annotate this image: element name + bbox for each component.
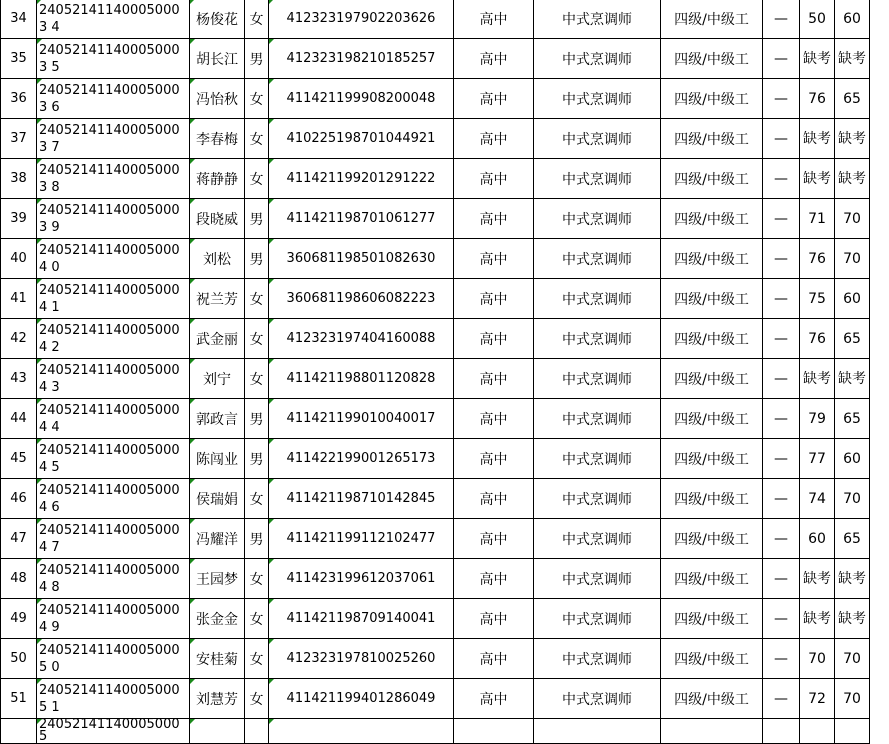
theory-score-cell[interactable]: 76	[800, 239, 835, 279]
level-cell[interactable]: 四级/中级工	[661, 359, 763, 399]
exam-id-cell[interactable]: 240521411400050004 0	[37, 239, 190, 279]
level-cell[interactable]: 四级/中级工	[661, 599, 763, 639]
row-number-cell[interactable]: 49	[1, 599, 37, 639]
row-number-cell[interactable]	[1, 719, 37, 744]
practical-score-cell[interactable]: 65	[835, 519, 870, 559]
sex-cell[interactable]: 男	[245, 519, 269, 559]
occupation-cell[interactable]	[534, 719, 661, 744]
education-cell[interactable]: 高中	[454, 39, 534, 79]
id-card-cell[interactable]: 411421199010040017	[269, 399, 454, 439]
id-card-cell[interactable]: 412323197404160088	[269, 319, 454, 359]
education-cell[interactable]: 高中	[454, 0, 534, 39]
name-cell[interactable]: 刘慧芳	[190, 679, 245, 719]
dash-cell[interactable]: —	[763, 279, 800, 319]
id-card-cell[interactable]: 411422199001265173	[269, 439, 454, 479]
education-cell[interactable]	[454, 719, 534, 744]
dash-cell[interactable]: —	[763, 119, 800, 159]
table-row	[1, 679, 870, 719]
theory-score-cell[interactable]: 79	[800, 399, 835, 439]
occupation-cell[interactable]: 中式烹调师	[534, 319, 661, 359]
name-cell[interactable]	[190, 719, 245, 744]
education-cell[interactable]: 高中	[454, 239, 534, 279]
practical-score-cell[interactable]: 65	[835, 319, 870, 359]
occupation-cell[interactable]: 中式烹调师	[534, 239, 661, 279]
row-number-cell[interactable]: 47	[1, 519, 37, 559]
exam-id-cell[interactable]: 240521411400050004 7	[37, 519, 190, 559]
exam-id-cell[interactable]: 240521411400050005	[37, 719, 190, 744]
theory-score-cell[interactable]: 76	[800, 319, 835, 359]
theory-score-cell[interactable]: 70	[800, 639, 835, 679]
row-number-cell[interactable]: 43	[1, 359, 37, 399]
table-row	[1, 119, 870, 159]
id-card-cell[interactable]: 412323197902203626	[269, 0, 454, 39]
level-cell[interactable]: 四级/中级工	[661, 199, 763, 239]
row-number-cell[interactable]: 38	[1, 159, 37, 199]
theory-score-cell[interactable]: 71	[800, 199, 835, 239]
name-cell[interactable]: 冯怡秋	[190, 79, 245, 119]
dash-cell[interactable]: —	[763, 559, 800, 599]
sex-cell[interactable]: 女	[245, 0, 269, 39]
practical-score-cell[interactable]: 缺考	[835, 159, 870, 199]
occupation-cell[interactable]: 中式烹调师	[534, 279, 661, 319]
row-number-cell[interactable]: 36	[1, 79, 37, 119]
education-cell[interactable]: 高中	[454, 319, 534, 359]
level-cell[interactable]: 四级/中级工	[661, 399, 763, 439]
sex-cell[interactable]: 男	[245, 439, 269, 479]
occupation-cell[interactable]: 中式烹调师	[534, 199, 661, 239]
level-cell[interactable]: 四级/中级工	[661, 0, 763, 39]
occupation-cell[interactable]: 中式烹调师	[534, 639, 661, 679]
dash-cell[interactable]: —	[763, 79, 800, 119]
dash-cell[interactable]: —	[763, 399, 800, 439]
education-cell[interactable]: 高中	[454, 439, 534, 479]
theory-score-cell[interactable]: 74	[800, 479, 835, 519]
practical-score-cell[interactable]: 60	[835, 0, 870, 39]
theory-score-cell[interactable]: 缺考	[800, 599, 835, 639]
occupation-cell[interactable]: 中式烹调师	[534, 359, 661, 399]
dash-cell[interactable]: —	[763, 199, 800, 239]
row-number-cell[interactable]: 35	[1, 39, 37, 79]
row-number-cell[interactable]: 51	[1, 679, 37, 719]
education-cell[interactable]: 高中	[454, 559, 534, 599]
practical-score-cell[interactable]: 70	[835, 679, 870, 719]
dash-cell[interactable]: —	[763, 439, 800, 479]
exam-id-cell[interactable]: 240521411400050004 3	[37, 359, 190, 399]
sex-cell[interactable]: 女	[245, 359, 269, 399]
dash-cell[interactable]: —	[763, 639, 800, 679]
occupation-cell[interactable]: 中式烹调师	[534, 519, 661, 559]
education-cell[interactable]: 高中	[454, 359, 534, 399]
occupation-cell[interactable]: 中式烹调师	[534, 479, 661, 519]
practical-score-cell[interactable]: 缺考	[835, 119, 870, 159]
practical-score-cell[interactable]: 缺考	[835, 39, 870, 79]
row-number-cell[interactable]: 44	[1, 399, 37, 439]
id-card-cell[interactable]: 411421199112102477	[269, 519, 454, 559]
practical-score-cell[interactable]: 60	[835, 439, 870, 479]
education-cell[interactable]: 高中	[454, 679, 534, 719]
level-cell[interactable]: 四级/中级工	[661, 639, 763, 679]
exam-id-cell[interactable]: 240521411400050003 6	[37, 79, 190, 119]
level-cell[interactable]: 四级/中级工	[661, 279, 763, 319]
level-cell[interactable]: 四级/中级工	[661, 679, 763, 719]
education-cell[interactable]: 高中	[454, 599, 534, 639]
practical-score-cell[interactable]: 70	[835, 239, 870, 279]
exam-id-cell[interactable]: 240521411400050004 8	[37, 559, 190, 599]
name-cell[interactable]: 冯耀洋	[190, 519, 245, 559]
sex-cell[interactable]: 女	[245, 119, 269, 159]
table-row	[1, 519, 870, 559]
id-card-cell[interactable]: 411421199908200048	[269, 79, 454, 119]
name-cell[interactable]: 张金金	[190, 599, 245, 639]
education-cell[interactable]: 高中	[454, 159, 534, 199]
name-cell[interactable]: 李春梅	[190, 119, 245, 159]
sex-cell[interactable]: 男	[245, 199, 269, 239]
sex-cell[interactable]: 女	[245, 279, 269, 319]
dash-cell[interactable]	[763, 719, 800, 744]
occupation-cell[interactable]: 中式烹调师	[534, 79, 661, 119]
dash-cell[interactable]: —	[763, 319, 800, 359]
education-cell[interactable]: 高中	[454, 519, 534, 559]
education-cell[interactable]: 高中	[454, 199, 534, 239]
table-row	[1, 559, 870, 599]
education-cell[interactable]: 高中	[454, 399, 534, 439]
row-number-cell[interactable]: 42	[1, 319, 37, 359]
id-card-cell[interactable]: 411421198709140041	[269, 599, 454, 639]
row-number-cell[interactable]: 34	[1, 0, 37, 39]
theory-score-cell[interactable]: 缺考	[800, 119, 835, 159]
theory-score-cell[interactable]: 75	[800, 279, 835, 319]
table-row	[1, 159, 870, 199]
table-row	[1, 599, 870, 639]
row-number-cell[interactable]: 41	[1, 279, 37, 319]
id-card-cell[interactable]: 411423199612037061	[269, 559, 454, 599]
theory-score-cell[interactable]: 76	[800, 79, 835, 119]
table-row	[1, 319, 870, 359]
exam-id-cell[interactable]: 240521411400050003 8	[37, 159, 190, 199]
practical-score-cell[interactable]: 70	[835, 479, 870, 519]
table-row-partial	[1, 719, 870, 744]
table-row	[1, 399, 870, 439]
level-cell[interactable]: 四级/中级工	[661, 439, 763, 479]
id-card-cell[interactable]	[269, 719, 454, 744]
id-card-cell[interactable]: 360681198501082630	[269, 239, 454, 279]
theory-score-cell[interactable]: 缺考	[800, 39, 835, 79]
occupation-cell[interactable]: 中式烹调师	[534, 599, 661, 639]
level-cell[interactable]: 四级/中级工	[661, 559, 763, 599]
sex-cell[interactable]: 男	[245, 239, 269, 279]
exam-id-cell[interactable]: 240521411400050003 5	[37, 39, 190, 79]
exam-id-cell[interactable]: 240521411400050003 9	[37, 199, 190, 239]
exam-id-cell[interactable]: 240521411400050005 0	[37, 639, 190, 679]
exam-id-cell[interactable]: 240521411400050005 1	[37, 679, 190, 719]
level-cell[interactable]: 四级/中级工	[661, 239, 763, 279]
education-cell[interactable]: 高中	[454, 119, 534, 159]
name-cell[interactable]: 刘宁	[190, 359, 245, 399]
level-cell[interactable]: 四级/中级工	[661, 159, 763, 199]
practical-score-cell[interactable]: 缺考	[835, 599, 870, 639]
practical-score-cell[interactable]: 60	[835, 279, 870, 319]
name-cell[interactable]: 杨俊花	[190, 0, 245, 39]
id-card-cell[interactable]: 411421198701061277	[269, 199, 454, 239]
theory-score-cell[interactable]: 缺考	[800, 559, 835, 599]
theory-score-cell[interactable]: 50	[800, 0, 835, 39]
id-card-cell[interactable]: 411421199201291222	[269, 159, 454, 199]
occupation-cell[interactable]: 中式烹调师	[534, 439, 661, 479]
theory-score-cell[interactable]: 60	[800, 519, 835, 559]
name-cell[interactable]: 武金丽	[190, 319, 245, 359]
practical-score-cell[interactable]: 缺考	[835, 559, 870, 599]
level-cell[interactable]: 四级/中级工	[661, 519, 763, 559]
practical-score-cell[interactable]: 70	[835, 199, 870, 239]
name-cell[interactable]: 郭政言	[190, 399, 245, 439]
exam-id-cell[interactable]: 240521411400050004 6	[37, 479, 190, 519]
name-cell[interactable]: 陈闯业	[190, 439, 245, 479]
row-number-cell[interactable]: 46	[1, 479, 37, 519]
practical-score-cell[interactable]: 缺考	[835, 359, 870, 399]
sex-cell[interactable]: 男	[245, 39, 269, 79]
practical-score-cell[interactable]: 70	[835, 639, 870, 679]
exam-id-cell[interactable]: 240521411400050004 4	[37, 399, 190, 439]
name-cell[interactable]: 王园梦	[190, 559, 245, 599]
id-card-cell[interactable]: 410225198701044921	[269, 119, 454, 159]
table-row	[1, 0, 870, 39]
name-cell[interactable]: 胡长江	[190, 39, 245, 79]
id-card-cell[interactable]: 360681198606082223	[269, 279, 454, 319]
occupation-cell[interactable]: 中式烹调师	[534, 0, 661, 39]
sex-cell[interactable]: 女	[245, 639, 269, 679]
dash-cell[interactable]: —	[763, 599, 800, 639]
sex-cell[interactable]: 女	[245, 599, 269, 639]
level-cell[interactable]: 四级/中级工	[661, 479, 763, 519]
practical-score-cell[interactable]: 65	[835, 79, 870, 119]
sex-cell[interactable]: 女	[245, 159, 269, 199]
row-number-cell[interactable]: 50	[1, 639, 37, 679]
education-cell[interactable]: 高中	[454, 639, 534, 679]
sex-cell[interactable]	[245, 719, 269, 744]
education-cell[interactable]: 高中	[454, 479, 534, 519]
theory-score-cell[interactable]: 缺考	[800, 159, 835, 199]
name-cell[interactable]: 刘松	[190, 239, 245, 279]
table-body	[1, 0, 870, 744]
table-row	[1, 479, 870, 519]
id-card-cell[interactable]: 412323197810025260	[269, 639, 454, 679]
table-row	[1, 279, 870, 319]
dash-cell[interactable]: —	[763, 479, 800, 519]
theory-score-cell[interactable]: 72	[800, 679, 835, 719]
sex-cell[interactable]: 女	[245, 679, 269, 719]
dash-cell[interactable]: —	[763, 239, 800, 279]
dash-cell[interactable]: —	[763, 359, 800, 399]
exam-id-cell[interactable]: 240521411400050004 2	[37, 319, 190, 359]
theory-score-cell[interactable]: 缺考	[800, 359, 835, 399]
row-number-cell[interactable]: 40	[1, 239, 37, 279]
table-row	[1, 199, 870, 239]
name-cell[interactable]: 蒋静静	[190, 159, 245, 199]
exam-id-cell[interactable]: 240521411400050003 7	[37, 119, 190, 159]
name-cell[interactable]: 安桂菊	[190, 639, 245, 679]
practical-score-cell[interactable]	[835, 719, 870, 744]
table-row	[1, 359, 870, 399]
dash-cell[interactable]: —	[763, 159, 800, 199]
id-card-cell[interactable]: 412323198210185257	[269, 39, 454, 79]
occupation-cell[interactable]: 中式烹调师	[534, 559, 661, 599]
dash-cell[interactable]: —	[763, 39, 800, 79]
sex-cell[interactable]: 女	[245, 479, 269, 519]
education-cell[interactable]: 高中	[454, 79, 534, 119]
row-number-cell[interactable]: 39	[1, 199, 37, 239]
table-row	[1, 639, 870, 679]
row-number-cell[interactable]: 45	[1, 439, 37, 479]
dash-cell[interactable]: —	[763, 519, 800, 559]
theory-score-cell[interactable]	[800, 719, 835, 744]
name-cell[interactable]: 祝兰芳	[190, 279, 245, 319]
level-cell[interactable]: 四级/中级工	[661, 319, 763, 359]
name-cell[interactable]: 段晓威	[190, 199, 245, 239]
level-cell[interactable]: 四级/中级工	[661, 79, 763, 119]
level-cell[interactable]: 四级/中级工	[661, 119, 763, 159]
dash-cell[interactable]: —	[763, 0, 800, 39]
sex-cell[interactable]: 女	[245, 559, 269, 599]
table-row	[1, 239, 870, 279]
occupation-cell[interactable]: 中式烹调师	[534, 399, 661, 439]
dash-cell[interactable]: —	[763, 679, 800, 719]
practical-score-cell[interactable]: 65	[835, 399, 870, 439]
exam-id-cell[interactable]: 240521411400050004 1	[37, 279, 190, 319]
level-cell[interactable]	[661, 719, 763, 744]
occupation-cell[interactable]: 中式烹调师	[534, 679, 661, 719]
occupation-cell[interactable]: 中式烹调师	[534, 39, 661, 79]
exam-id-cell[interactable]: 240521411400050003 4	[37, 0, 190, 39]
exam-id-cell[interactable]: 240521411400050004 5	[37, 439, 190, 479]
row-number-cell[interactable]: 48	[1, 559, 37, 599]
table-row	[1, 39, 870, 79]
sex-cell[interactable]: 女	[245, 79, 269, 119]
name-cell[interactable]: 侯瑞娟	[190, 479, 245, 519]
id-card-cell[interactable]: 411421198710142845	[269, 479, 454, 519]
table-row	[1, 439, 870, 479]
id-card-cell[interactable]: 411421198801120828	[269, 359, 454, 399]
sex-cell[interactable]: 男	[245, 399, 269, 439]
table-row	[1, 79, 870, 119]
level-cell[interactable]: 四级/中级工	[661, 39, 763, 79]
id-card-cell[interactable]: 411421199401286049	[269, 679, 454, 719]
row-number-cell[interactable]: 37	[1, 119, 37, 159]
theory-score-cell[interactable]: 77	[800, 439, 835, 479]
exam-id-cell[interactable]: 240521411400050004 9	[37, 599, 190, 639]
sex-cell[interactable]: 女	[245, 319, 269, 359]
education-cell[interactable]: 高中	[454, 279, 534, 319]
occupation-cell[interactable]: 中式烹调师	[534, 159, 661, 199]
occupation-cell[interactable]: 中式烹调师	[534, 119, 661, 159]
